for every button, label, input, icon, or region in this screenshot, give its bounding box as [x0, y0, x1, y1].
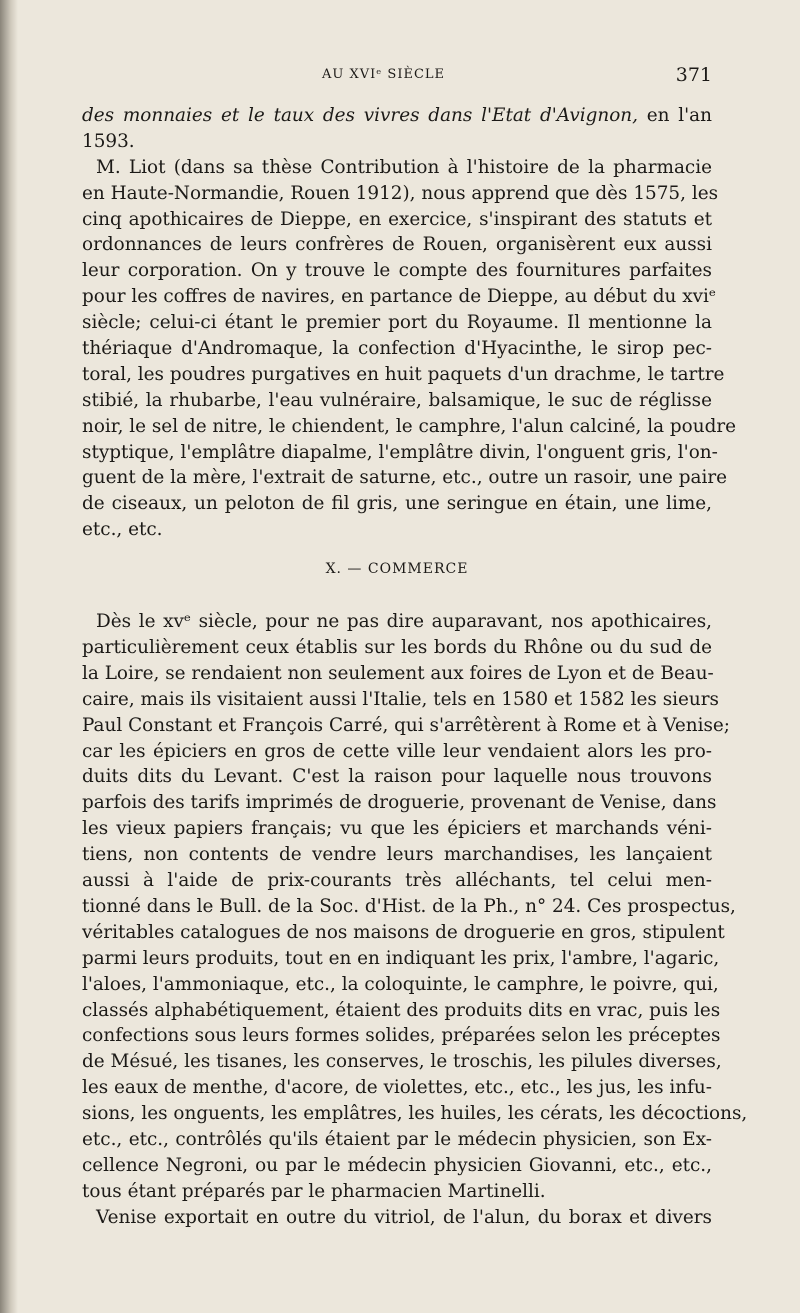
text-line: cinq apothicaires de Dieppe, en exercice, s'inspirant des statuts et: [82, 208, 712, 230]
text-line: de Mésué, les tisanes, les conserves, le troschis, les pilules diverses,: [82, 1051, 722, 1073]
text-line: parfois des tarifs imprimés de droguerie, provenant de Venise, dans: [82, 792, 717, 814]
text-line: stibié, la rhubarbe, l'eau vulnéraire, balsamique, le suc de réglisse: [82, 389, 712, 411]
running-head: [82, 64, 712, 88]
text-line: en Haute-Normandie, Rouen 1912), nous apprend que dès 1575, les: [82, 182, 719, 204]
paragraph-venise: [82, 1205, 712, 1231]
text-line: guent de la mère, l'extrait de saturne, etc., outre un rasoir, une paire: [82, 467, 728, 489]
text-line: etc., etc.: [82, 519, 163, 541]
text-line: tous étant préparés par le pharmacien Martinelli.: [82, 1180, 546, 1202]
text-line: sions, les onguents, les emplâtres, les huiles, les cérats, les décoctions,: [82, 1103, 748, 1125]
text-line: car les épiciers en gros de cette ville leur vendaient alors les pro-: [82, 740, 712, 762]
text-line: ordonnances de leurs confrères de Rouen, organisèrent eux aussi: [82, 234, 712, 256]
text-line: Dès le xvᵉ siècle, pour ne pas dire auparavant, nos apothicaires,: [96, 611, 712, 633]
text-line: cellence Negroni, ou par le médecin physicien Giovanni, etc., etc.,: [82, 1154, 712, 1176]
text-line: véritables catalogues de nos maisons de droguerie en gros, stipulent: [82, 921, 725, 943]
text-line: les vieux papiers français; vu que les épiciers et marchands véni-: [82, 818, 712, 840]
section-heading-wrap: [82, 543, 712, 609]
text-line: la Loire, se rendaient non seulement aux foires de Lyon et de Beau-: [82, 662, 714, 684]
text-line: thériaque d'Andromaque, la confection d'Hyacinthe, le sirop pec-: [82, 338, 712, 360]
text-line: de ciseaux, un peloton de fil gris, une seringue en étain, une lime,: [82, 493, 712, 515]
page-number: 371: [675, 64, 712, 86]
text-line: etc., etc., contrôlés qu'ils étaient par le médecin physicien, son Ex-: [82, 1128, 712, 1150]
text-line: siècle; celui-ci étant le premier port du Royaume. Il mentionne la: [82, 312, 712, 334]
text-line: les eaux de menthe, d'acore, de violettes, etc., etc., les jus, les infu-: [82, 1077, 712, 1099]
paragraph-avignon-continuation: [82, 103, 712, 155]
text-line: Venise exportait en outre du vitriol, de l'alun, du borax et divers: [96, 1206, 712, 1228]
italic-title: des monnaies et le taux des vivres dans l'Etat d'Avignon,: [82, 105, 638, 126]
text-line: tiens, non contents de vendre leurs marchandises, les lançaient: [82, 844, 712, 866]
text-line: particulièrement ceux établis sur les bords du Rhône ou du sud de: [82, 637, 712, 659]
text-line: confections sous leurs formes solides, préparées selon les préceptes: [82, 1025, 721, 1047]
text-line: 1593.: [82, 130, 135, 152]
section-heading: X. — COMMERCE: [325, 561, 469, 578]
text-line: toral, les poudres purgatives en huit paquets d'un drachme, le tartre: [82, 363, 725, 385]
text-line: parmi leurs produits, tout en en indiquant les prix, l'ambre, l'agaric,: [82, 947, 720, 969]
text-line: noir, le sel de nitre, le chiendent, le camphre, l'alun calciné, la poudre: [82, 415, 737, 437]
text-line: des monnaies et le taux des vivres dans l'Etat d'Avignon, en l'an: [82, 105, 712, 126]
text-line: tionné dans le Bull. de la Soc. d'Hist. de la Ph., n° 24. Ces prospectus,: [82, 895, 736, 917]
text-line: styptique, l'emplâtre diapalme, l'emplâtre divin, l'onguent gris, l'on-: [82, 441, 718, 463]
text-line: Paul Constant et François Carré, qui s'arrêtèrent à Rome et à Venise;: [82, 714, 730, 736]
text-line: l'aloes, l'ammoniaque, etc., la coloquinte, le camphre, le poivre, qui,: [82, 973, 719, 995]
text-line: caire, mais ils visitaient aussi l'Italie, tels en 1580 et 1582 les sieurs: [82, 688, 719, 710]
paragraph-liot: [82, 155, 737, 543]
text-line: leur corporation. On y trouve le compte des fournitures parfaites: [82, 260, 712, 282]
running-title: AU XVIᵉ SIÈCLE: [322, 67, 446, 82]
text-line: aussi à l'aide de prix-courants très alléchants, tel celui men-: [82, 870, 712, 892]
text-line: duits dits du Levant. C'est la raison pour laquelle nous trouvons: [82, 766, 712, 788]
text-line: classés alphabétiquement, étaient des produits dits en vrac, puis les: [82, 999, 721, 1021]
paragraph-commerce: [82, 609, 748, 1204]
body-text: [82, 103, 748, 1231]
text-line: M. Liot (dans sa thèse Contribution à l'histoire de la pharmacie: [96, 156, 712, 178]
book-spine-shadow: [0, 0, 18, 1313]
text-line: pour les coffres de navires, en partance de Dieppe, au début du xviᵉ: [82, 286, 717, 308]
